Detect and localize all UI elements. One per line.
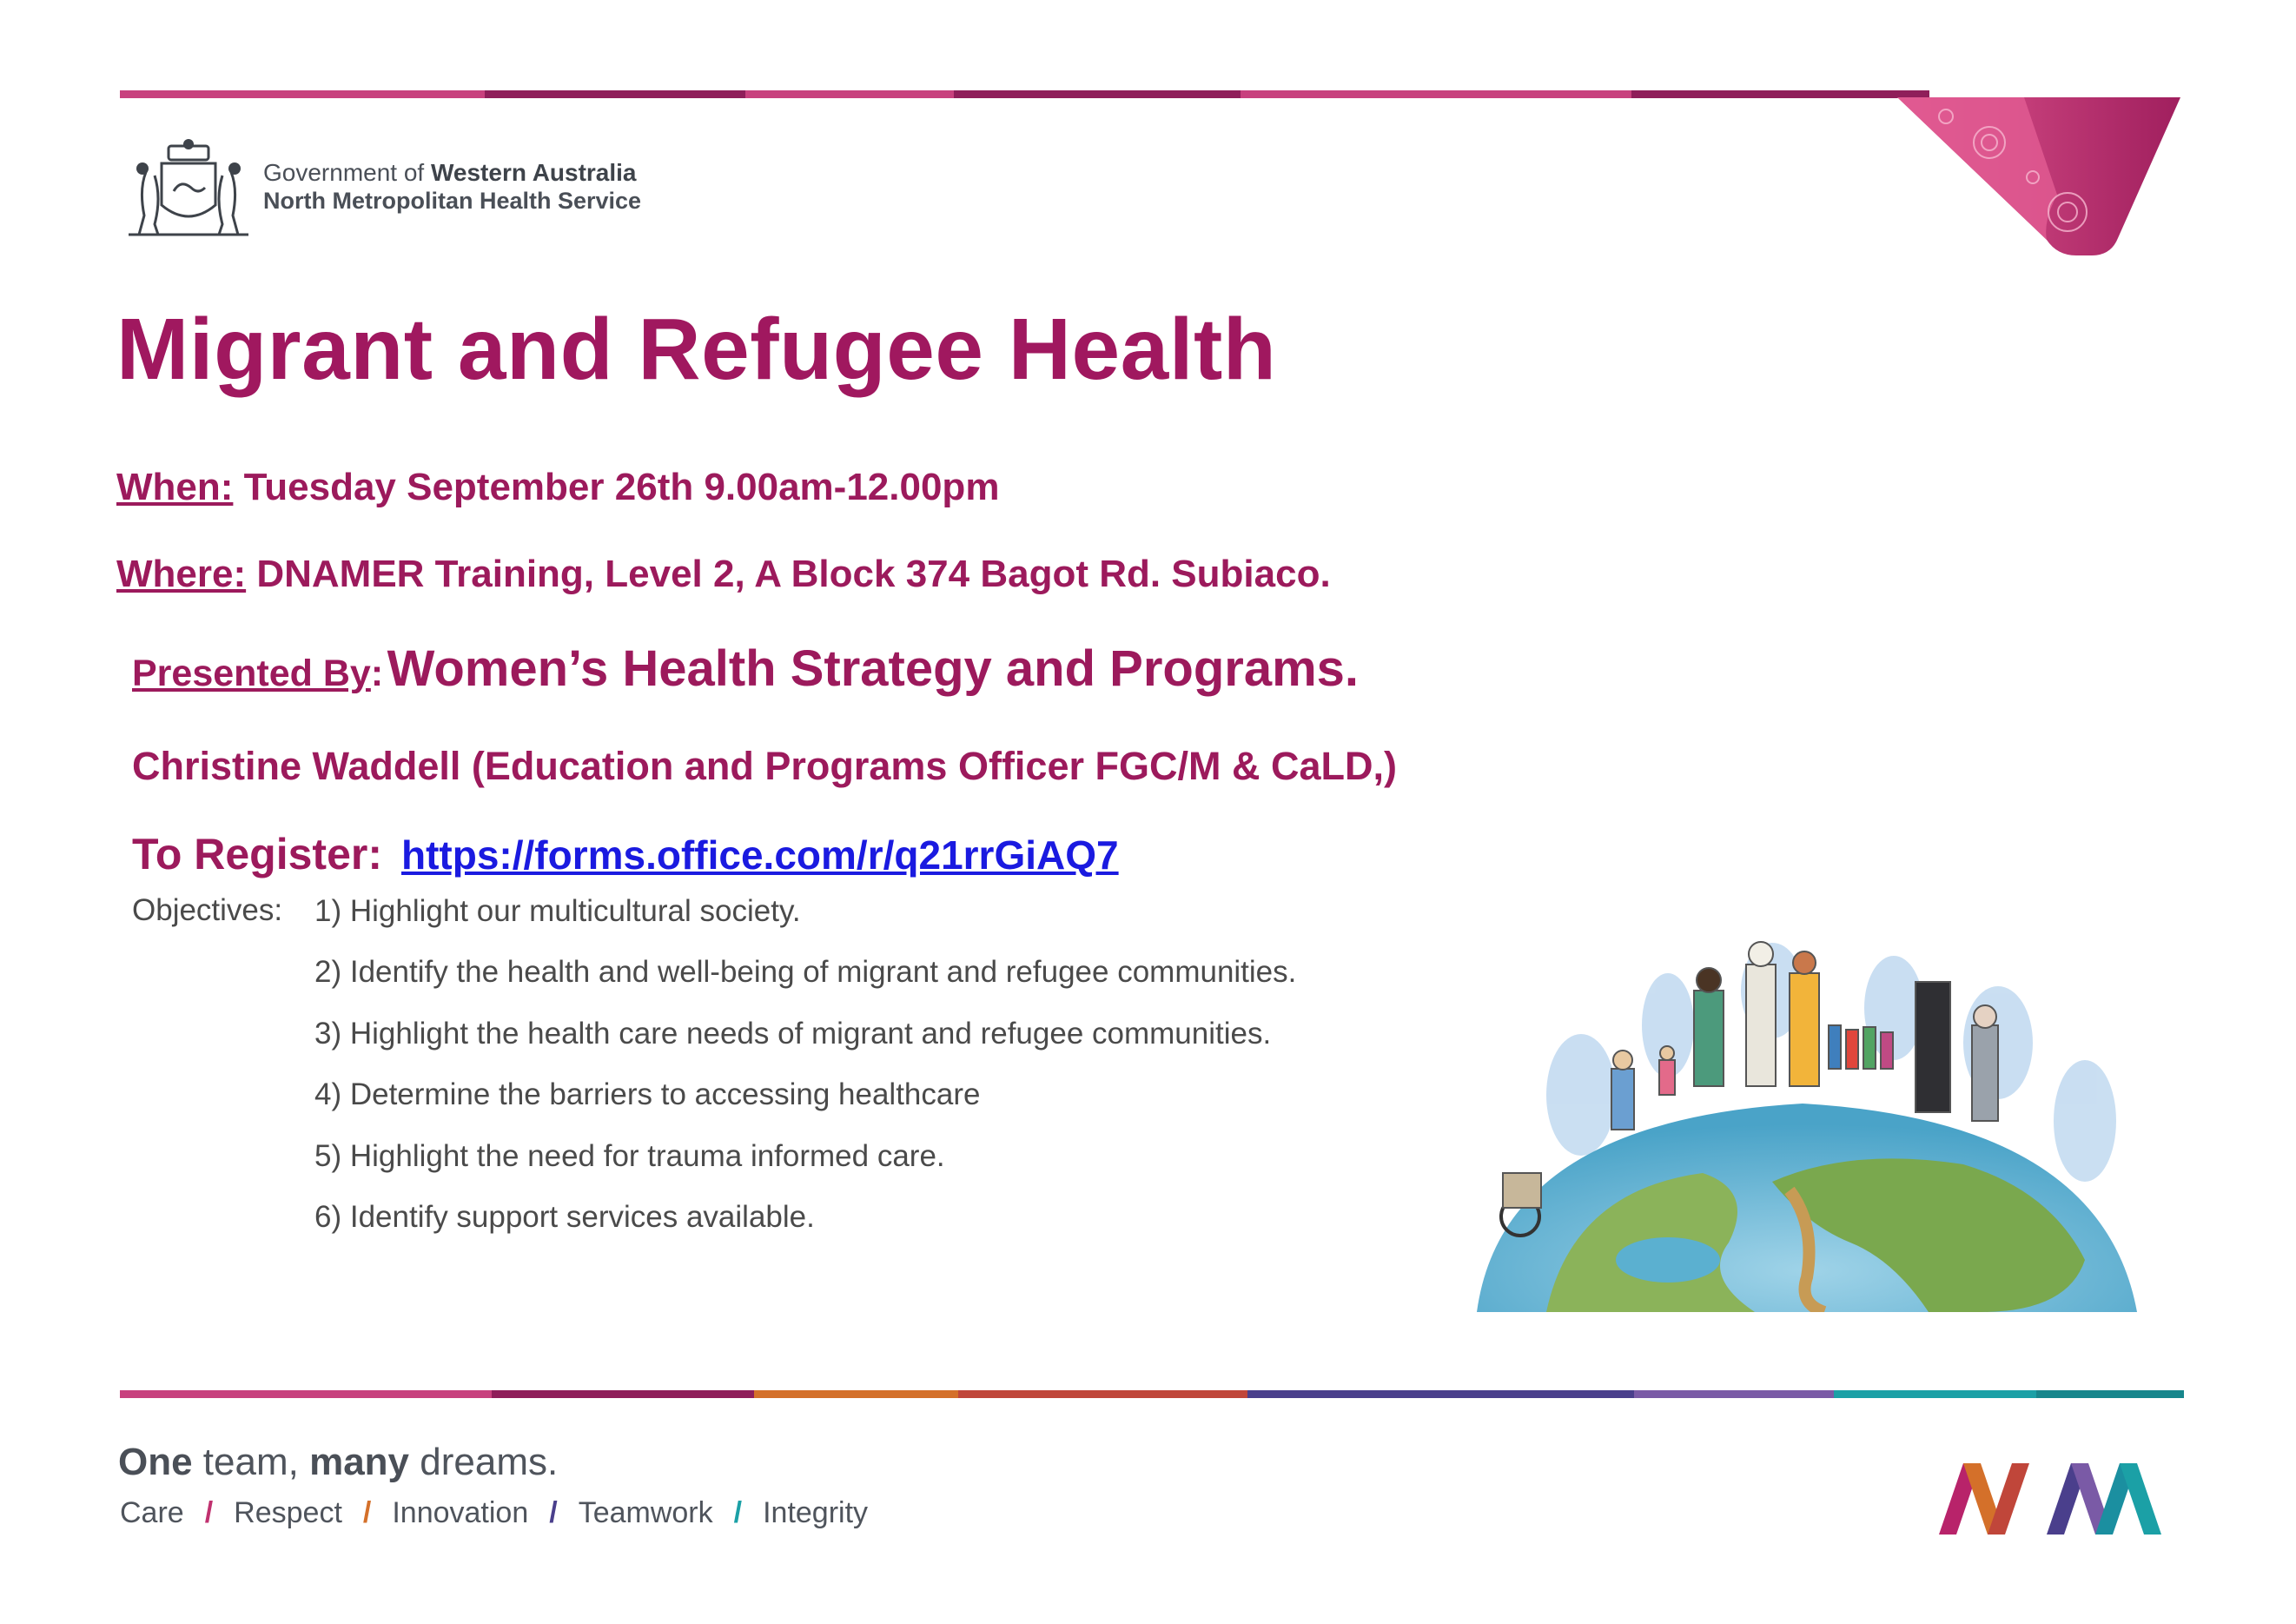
- state-name: Western Australia: [430, 159, 637, 186]
- value-separator: /: [733, 1496, 743, 1529]
- presented-colon: :: [370, 653, 384, 694]
- objective-item: 1) Highlight our multicultural society.: [314, 894, 801, 928]
- presenter-name: Christine Waddell (Education and Programs Officer FGC/M & CaLD,): [132, 744, 1397, 788]
- presented-label: Presented By: [132, 653, 371, 694]
- register-line: [132, 829, 1119, 879]
- tagline-team: team,: [192, 1441, 310, 1483]
- value-teamwork: Teamwork: [578, 1496, 713, 1529]
- tagline-many: many: [309, 1441, 410, 1483]
- bottom-stripe-bar: [120, 1390, 2184, 1398]
- value-care: Care: [120, 1496, 184, 1529]
- people-around-globe-illustration: [1442, 930, 2163, 1312]
- presenter-organisation: Women’s Health Strategy and Programs.: [387, 640, 1360, 697]
- where-label: Where:: [116, 553, 247, 595]
- value-separator: /: [204, 1496, 214, 1529]
- value-innovation: Innovation: [392, 1496, 529, 1529]
- when-value: Tuesday September 26th 9.00am-12.00pm: [243, 466, 1000, 508]
- value-integrity: Integrity: [763, 1496, 869, 1529]
- top-stripe-bar: [120, 90, 1929, 98]
- objectives-list: [314, 893, 1296, 1260]
- register-link[interactable]: https://forms.office.com/r/q21rrGiAQ7: [401, 832, 1119, 878]
- value-respect: Respect: [234, 1496, 342, 1529]
- objective-item: 4) Determine the barriers to accessing healthcare: [314, 1077, 981, 1112]
- wa-coat-of-arms-icon: [120, 137, 257, 240]
- tagline-dreams: dreams.: [409, 1441, 559, 1483]
- when-label: When:: [116, 466, 234, 508]
- objective-item: 6) Identify support services available.: [314, 1199, 815, 1234]
- values-list: [120, 1496, 868, 1530]
- tagline-one: One: [118, 1441, 193, 1483]
- service-name: North Metropolitan Health Service: [263, 188, 642, 214]
- nm-logo-icon: [1937, 1460, 2189, 1538]
- register-label: To Register:: [132, 830, 382, 878]
- government-prefix: Government of: [263, 159, 431, 186]
- value-separator: /: [549, 1496, 558, 1529]
- event-when: [116, 466, 999, 509]
- objectives-label: Objectives:: [132, 893, 283, 927]
- objective-item: 5) Highlight the need for trauma informed care.: [314, 1138, 945, 1173]
- objective-item: 2) Identify the health and well-being of migrant and refugee communities.: [314, 955, 1297, 990]
- government-label: [263, 159, 637, 187]
- page-title: Migrant and Refugee Health: [116, 301, 1277, 398]
- tagline: [118, 1441, 558, 1484]
- value-separator: /: [362, 1496, 372, 1529]
- event-where: [116, 553, 1331, 596]
- where-value: DNAMER Training, Level 2, A Block 374 Bagot Rd. Subiaco.: [256, 553, 1331, 595]
- presented-by: [132, 640, 1359, 698]
- objective-item: 3) Highlight the health care needs of migrant and refugee communities.: [314, 1016, 1272, 1051]
- nmhs-chevron-icon: [1894, 90, 2189, 264]
